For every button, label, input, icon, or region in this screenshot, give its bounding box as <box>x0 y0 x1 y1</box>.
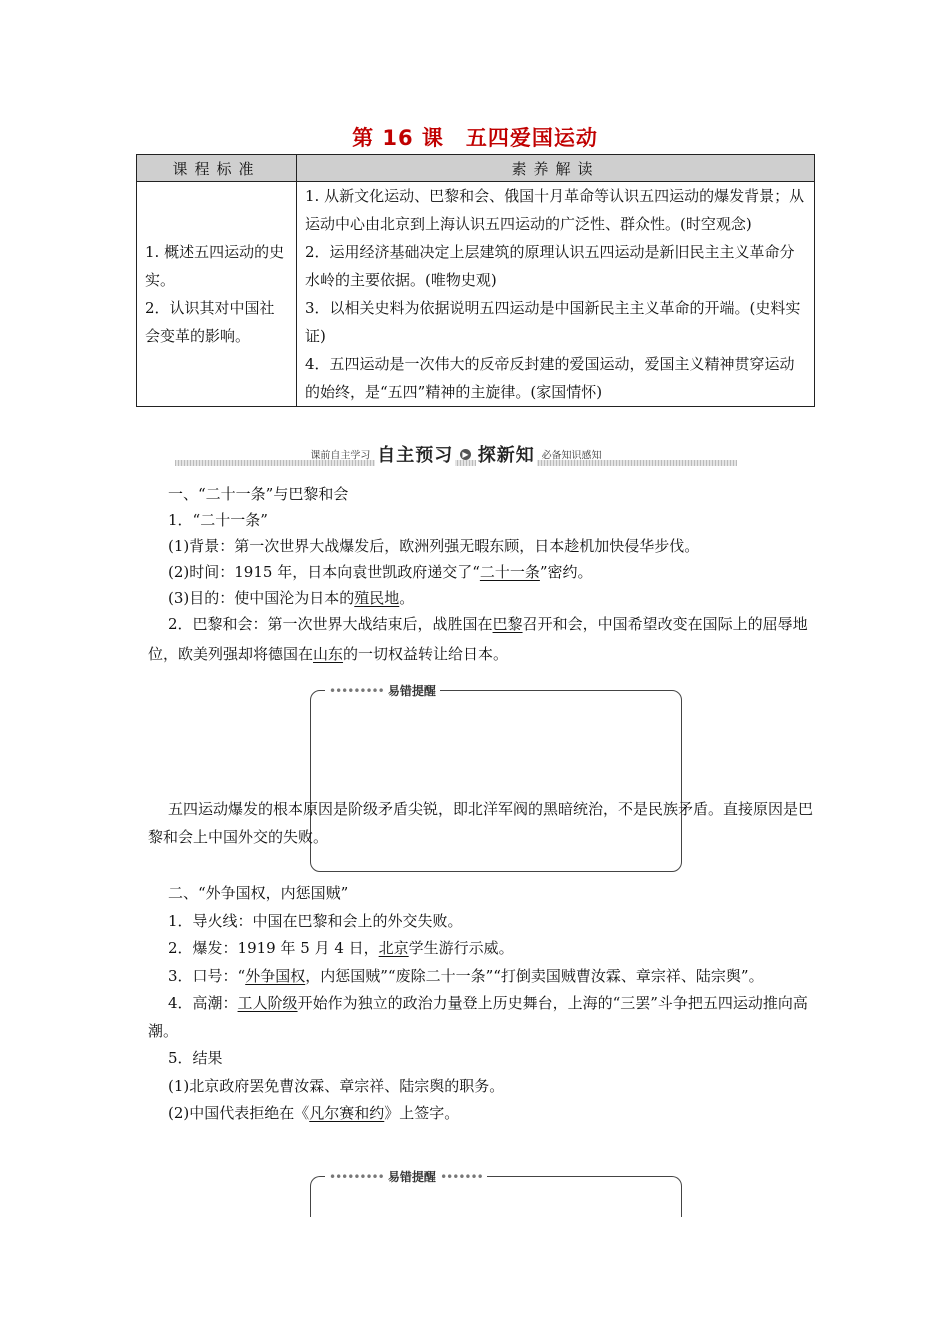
readings-cell <box>297 182 815 407</box>
banner-right-text: 必备知识感知 <box>541 450 602 462</box>
keyword: 殖民地 <box>354 589 400 607</box>
keyword: 工人阶级 <box>237 994 298 1012</box>
paragraph: (2)中国代表拒绝在《凡尔赛和约》上签字。 <box>168 1104 460 1122</box>
paragraph: (3)目的：使中国沦为日本的殖民地。 <box>168 589 415 607</box>
standard-item: 1. 概述五四运动的史实。 <box>145 243 285 289</box>
section-two <box>148 880 816 1128</box>
tip-label: ••••••••• 易错提醒 <box>325 682 440 699</box>
banner-main-b: 探新知 <box>477 445 535 466</box>
paragraph: (1)背景：第一次世界大战爆发后，欧洲列强无暇东顾，日本趁机加快侵华步伐。 <box>168 537 700 555</box>
section-heading: 二、“外争国权，内惩国贼” <box>168 884 349 902</box>
paragraph: 4．高潮：工人阶级开始作为独立的政治力量登上历史舞台，上海的“三罢”斗争把五四运动推向高潮。 <box>148 994 808 1040</box>
keyword: 二十一条 <box>479 563 540 581</box>
arrow-icon: ▶ <box>460 449 471 460</box>
keyword: 北京 <box>378 939 409 957</box>
paragraph: 2．巴黎和会：第一次世界大战结束后，战胜国在巴黎召开和会，中国希望改变在国际上的屈辱地位，欧美列强却将德国在山东的一切权益转让给日本。 <box>148 615 808 663</box>
standards-cell <box>137 182 297 407</box>
section-one <box>148 481 816 669</box>
reading-item: 2．运用经济基础决定上层建筑的原理认识五四运动是新旧民主主义革命分水岭的主要依据。(唯物史观) <box>305 243 795 289</box>
tip-label: ••••••••• 易错提醒 ••••••• <box>325 1168 487 1185</box>
keyword: 外争国权 <box>245 966 306 985</box>
page-title: 第 16 课 五四爱国运动 <box>352 126 598 150</box>
paragraph: (1)北京政府罢免曹汝霖、章宗祥、陆宗舆的职务。 <box>168 1076 505 1095</box>
tip-box-2 <box>310 1170 682 1217</box>
standard-item: 2．认识其对中国社会变革的影响。 <box>145 299 275 345</box>
paragraph: 5．结果 <box>168 1049 223 1067</box>
tip-text: 五四运动爆发的根本原因是阶级矛盾尖锐，即北洋军阀的黑暗统治，不是民族矛盾。直接原因是巴黎和会上中国外交的失败。 <box>148 800 814 846</box>
header-standards: 课程标准 <box>137 155 297 182</box>
keyword: 山东 <box>313 645 344 663</box>
paragraph: 1．导火线：中国在巴黎和会上的外交失败。 <box>168 911 463 930</box>
section-banner <box>175 438 737 468</box>
section-heading: 一、“二十一条”与巴黎和会 <box>168 485 349 503</box>
paragraph: 3．口号：“外争国权，内惩国贼”“废除二十一条”“打倒卖国贼曹汝霖、章宗祥、陆宗舆”。 <box>168 966 764 985</box>
reading-item: 3．以相关史料为依据说明五四运动是中国新民主主义革命的开端。(史料实证) <box>305 299 801 345</box>
keyword: 凡尔赛和约 <box>309 1104 385 1122</box>
reading-item: 4．五四运动是一次伟大的反帝反封建的爱国运动，爱国主义精神贯穿运动的始终，是“五四”精神的主旋律。(家国情怀) <box>305 355 795 401</box>
banner-left-text: 课前自主学习 <box>310 450 371 462</box>
reading-item: 1. 从新文化运动、巴黎和会、俄国十月革命等认识五四运动的爆发背景；从运动中心由北京到上海认识五四运动的广泛性、群众性。(时空观念) <box>305 187 805 233</box>
curriculum-table <box>136 154 815 407</box>
keyword: 巴黎 <box>492 615 523 633</box>
header-readings: 素养解读 <box>297 155 815 182</box>
paragraph: (2)时间：1915 年，日本向袁世凯政府递交了“二十一条”密约。 <box>168 563 593 581</box>
subheading: 1．“二十一条” <box>168 511 268 529</box>
paragraph: 2．爆发：1919 年 5 月 4 日，北京学生游行示威。 <box>168 939 514 957</box>
banner-main-a: 自主预习 <box>377 445 454 466</box>
